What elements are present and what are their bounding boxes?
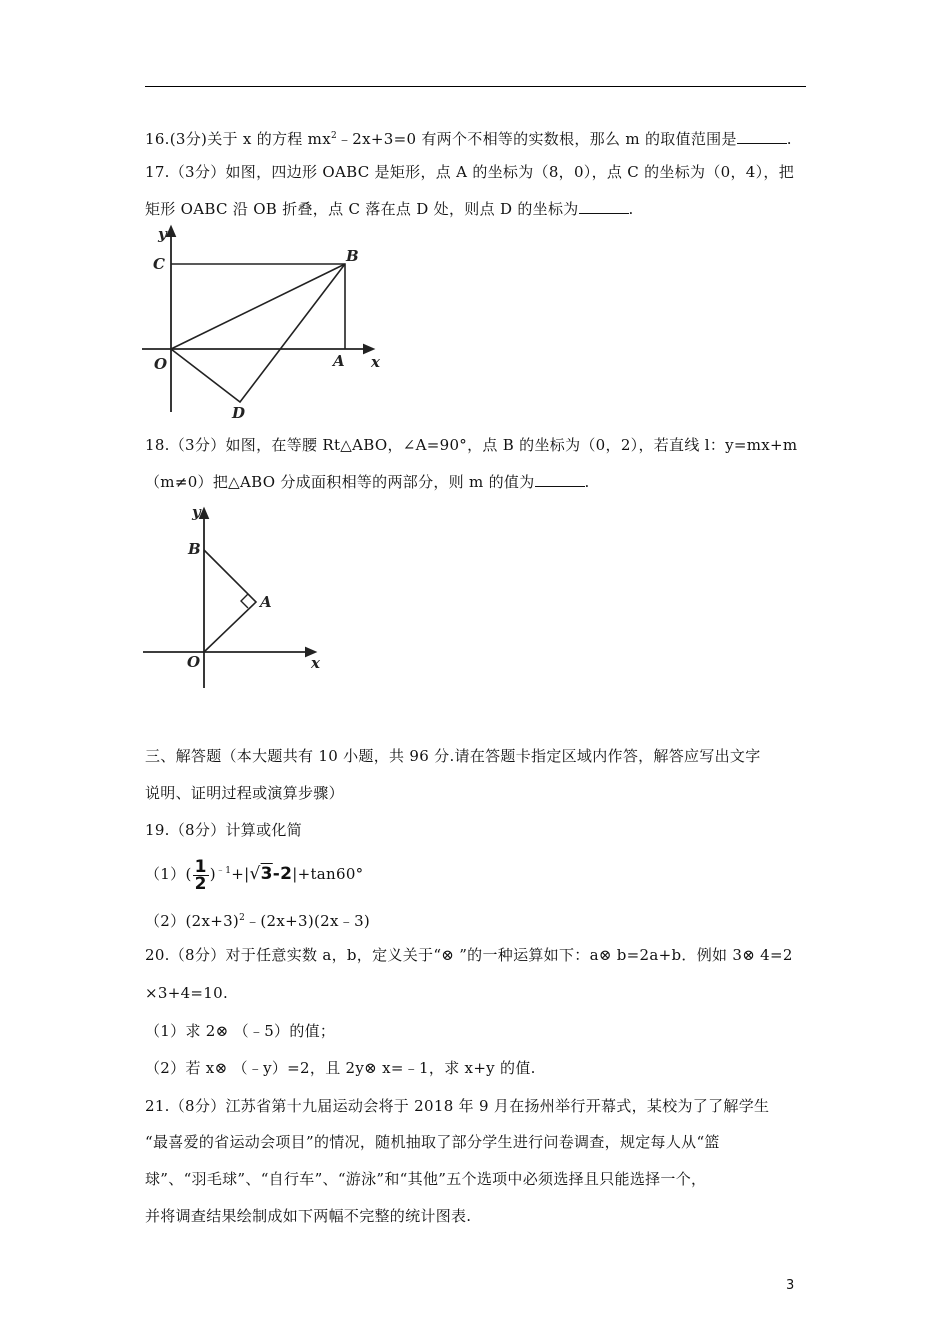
question-21-line1: 21.（8分）江苏省第十九届运动会将于 2018 年 9 月在扬州举行开幕式，某校为了了解学生 bbox=[145, 1097, 770, 1115]
header-rule bbox=[145, 86, 806, 87]
q16-exponent: 2 bbox=[330, 131, 337, 141]
q19-p2-a: （2）(2x+3) bbox=[145, 912, 240, 930]
question-18-line2 bbox=[145, 472, 590, 492]
question-19-part2 bbox=[145, 908, 370, 931]
q18-line2-text: （m≠0）把△ABO 分成面积相等的两部分，则 m 的值为 bbox=[145, 473, 535, 491]
triangle-abo bbox=[204, 550, 256, 652]
label-b: B bbox=[346, 247, 359, 265]
question-20-line2: ×3+4=10. bbox=[145, 984, 229, 1002]
question-17-line1: 17.（3分）如图，四边形 OABC 是矩形，点 A 的坐标为（8，0），点 C 的坐标为（0，4），把 bbox=[145, 163, 795, 181]
question-20-line1: 20.（8分）对于任意实数 a，b，定义关于“⊗ ”的一种运算如下：a⊗ b=2a+b．例如 3⊗ 4=2 bbox=[145, 946, 793, 964]
answer-blank bbox=[737, 129, 787, 144]
q16-end: . bbox=[786, 130, 792, 148]
label-o: O bbox=[154, 355, 168, 373]
label-a: A bbox=[333, 352, 345, 370]
q18-end: . bbox=[584, 473, 590, 491]
q17-end: . bbox=[628, 200, 634, 218]
radical-sign: √ bbox=[249, 864, 261, 884]
label-x: x bbox=[371, 353, 380, 371]
section-3-line1: 三、解答题（本大题共有 10 小题，共 96 分.请在答题卡指定区域内作答，解答应写出文字 bbox=[145, 747, 761, 765]
q17-line2-text: 矩形 OABC 沿 OB 折叠，点 C 落在点 D 处，则点 D 的坐标为 bbox=[145, 200, 579, 218]
answer-blank bbox=[535, 472, 585, 487]
label-b: B bbox=[188, 540, 201, 558]
answer-blank bbox=[579, 199, 629, 214]
label-c: C bbox=[153, 255, 165, 273]
label-y: y bbox=[158, 225, 167, 243]
question-18-line1: 18.（3分）如图，在等腰 Rt△ABO，∠A=90°，点 B 的坐标为（0，2），若直线 l：y=mx+m bbox=[145, 436, 798, 454]
right-angle-mark bbox=[241, 594, 248, 608]
label-a: A bbox=[260, 593, 272, 611]
section-3-line2: 说明、证明过程或演算步骤） bbox=[145, 784, 344, 802]
q19-p1-label: （1）( bbox=[145, 865, 192, 883]
question-21-line4: 并将调查结果绘制成如下两幅不完整的统计图表. bbox=[145, 1207, 472, 1225]
label-x: x bbox=[311, 654, 320, 672]
q16-suffix: ﹣2x+3=0 有两个不相等的实数根，那么 m 的取值范围是 bbox=[336, 130, 737, 148]
diagonal-ob bbox=[171, 264, 345, 349]
question-20-part2: （2）若 x⊗ （﹣y）=2，且 2y⊗ x=﹣1，求 x+y 的值. bbox=[145, 1059, 536, 1077]
q18-figure bbox=[140, 500, 340, 695]
q16-prefix: 16.(3分)关于 x 的方程 mx bbox=[145, 130, 331, 148]
question-21-line2: “最喜爱的省运动会项目”的情况，随机抽取了部分学生进行问卷调查，规定每人从“篮 bbox=[145, 1133, 720, 1151]
fold-triangle-obd bbox=[171, 264, 345, 402]
question-19-title: 19.（8分）计算或化简 bbox=[145, 821, 302, 839]
question-21-line3: 球”、“羽毛球”、“自行车”、“游泳”和“其他”五个选项中必须选择且只能选择一个， bbox=[145, 1170, 707, 1188]
q19-p1-close: ) bbox=[209, 865, 216, 883]
question-16 bbox=[145, 126, 792, 149]
label-y: y bbox=[192, 503, 201, 521]
q19-p1-exponent: ﹣1 bbox=[215, 866, 232, 876]
q17-figure bbox=[140, 222, 400, 422]
fraction-numerator: 1 bbox=[194, 856, 207, 877]
fraction-denominator: 2 bbox=[194, 873, 207, 894]
q19-p1-mid: +| bbox=[231, 865, 250, 883]
page-number: 3 bbox=[786, 1278, 795, 1293]
q19-p1-rest: -2 bbox=[272, 864, 293, 884]
question-19-part1 bbox=[145, 853, 363, 892]
label-o: O bbox=[187, 653, 201, 671]
question-17-line2 bbox=[145, 199, 634, 219]
fraction-one-half bbox=[193, 856, 209, 894]
radicand: 3 bbox=[260, 864, 273, 884]
q19-p2-b: ﹣(2x+3)(2x﹣3) bbox=[245, 912, 371, 930]
q19-p2-exponent: 2 bbox=[239, 913, 246, 923]
q19-p1-end: |+tan60° bbox=[292, 865, 364, 883]
question-20-part1: （1）求 2⊗ （﹣5）的值； bbox=[145, 1022, 336, 1040]
label-d: D bbox=[232, 404, 246, 422]
